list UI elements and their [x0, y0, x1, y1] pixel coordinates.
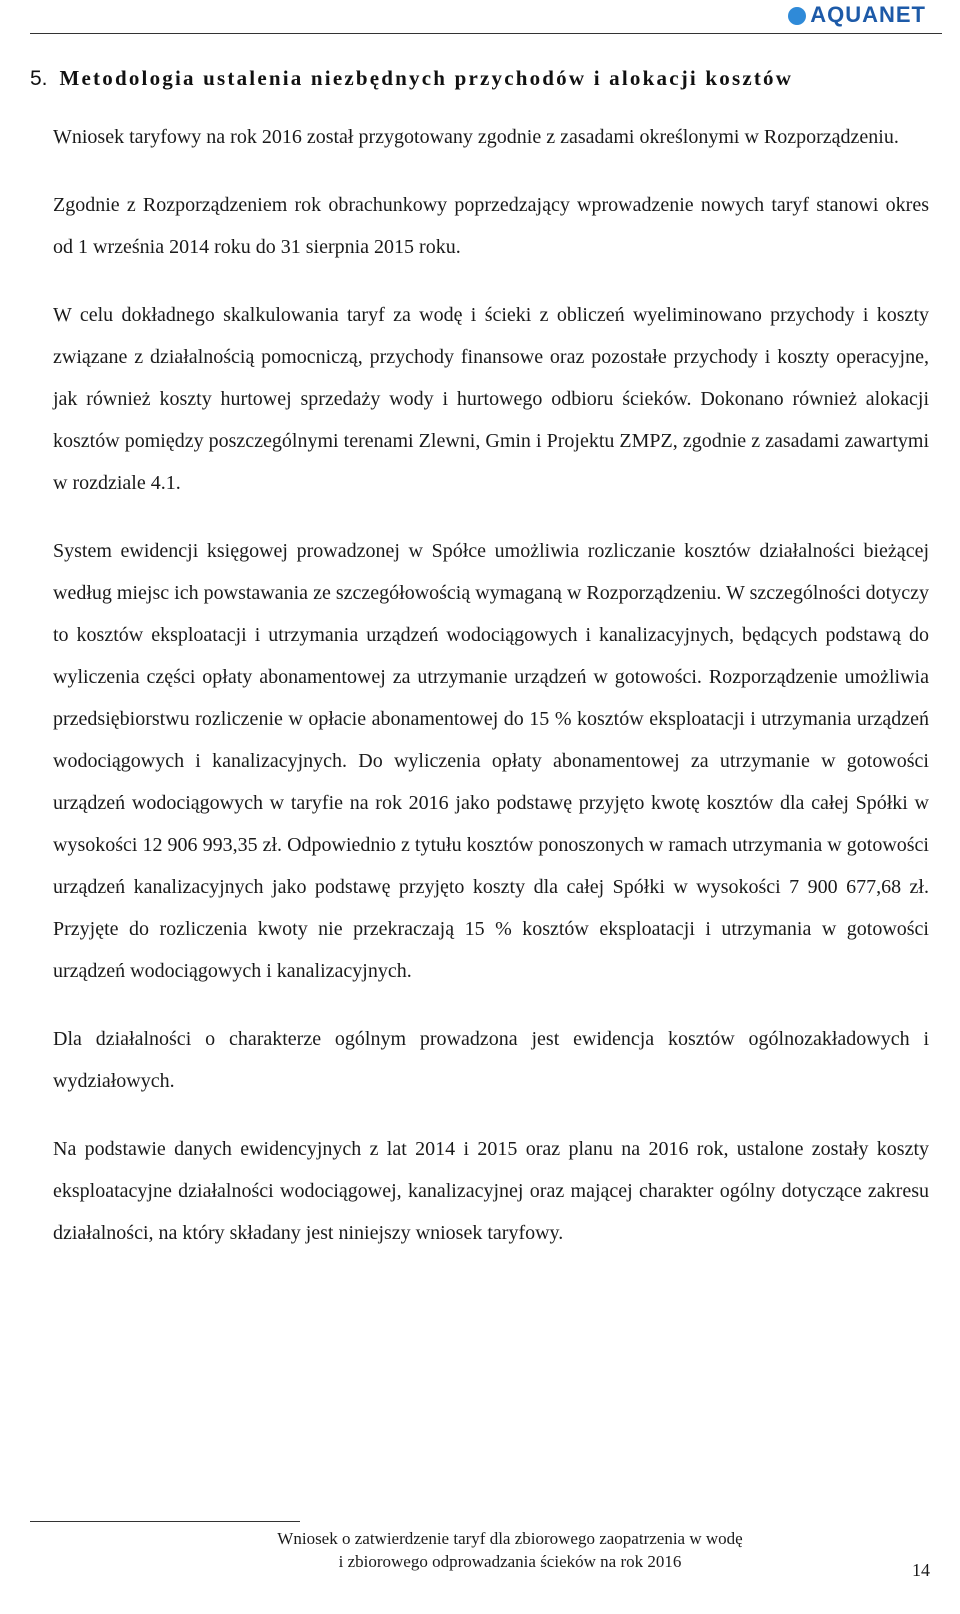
document-body [53, 116, 929, 1280]
section-heading [30, 66, 793, 91]
footer-divider [30, 1521, 300, 1522]
paragraph-general-costs: Dla działalności o charakterze ogólnym prowadzona jest ewidencja kosztów ogólnozakładowych i wydziałowych. [53, 1028, 929, 1092]
page-footer [200, 1527, 820, 1573]
header-divider [30, 33, 942, 34]
section-number: 5. [30, 67, 48, 90]
paragraph-cost-accounting: System ewidencji księgowej prowadzonej w Spółce umożliwia rozliczanie kosztów działalności bieżącej według miejsc ich powstawania ze szczegółowością wymaganą w Rozporządzeniu. W szczególności dotyczy to kosztów eksploatacji i utrzymania urządzeń wodociągowych i kanalizacyjnych, będących podstawą do wyliczenia części opłaty abonamentowej za utrzymanie urządzeń w gotowości. Rozporządzenie umożliwia przedsiębiorstwu rozliczenie w opłacie abonamentowej do 15 % kosztów eksploatacji i utrzymania urządzeń wodociągowych i kanalizacyjnych. Do wyliczenia opłaty abonamentowej za utrzymanie w gotowości urządzeń wodociągowych w taryfie na rok 2016 jako podstawę przyjęto kwotę kosztów dla całej Spółki w wysokości 12 906 993,35 zł. Odpowiednio z tytułu kosztów ponoszonych w ramach utrzymania w gotowości urządzeń kanalizacyjnych jako podstawę przyjęto koszty dla całej Spółki w wysokości 7 900 677,68 zł. Przyjęte do rozliczenia kwoty nie przekraczają 15 % kosztów eksploatacji i utrzymania w gotowości urządzeń wodociągowych i kanalizacyjnych. [53, 540, 929, 982]
aquanet-logo [788, 2, 926, 28]
paragraph-accounting-year: Zgodnie z Rozporządzeniem rok obrachunkowy poprzedzający wprowadzenie nowych taryf stanowi okres od 1 września 2014 roku do 31 sierpnia 2015 roku. [53, 194, 929, 258]
footer-line-2: i zbiorowego odprowadzania ścieków na rok 2016 [338, 1552, 682, 1571]
paragraph-data-basis: Na podstawie danych ewidencyjnych z lat 2014 i 2015 oraz planu na 2016 rok, ustalone zostały koszty eksploatacyjne działalności wodociągowej, kanalizacyjnej oraz mającej charakter ogólny dotyczące zakresu działalności, na który składany jest niniejszy wniosek taryfowy. [53, 1138, 929, 1244]
paragraph-calculation: W celu dokładnego skalkulowania taryf za wodę i ścieki z obliczeń wyeliminowano przychody i koszty związane z działalnością pomocniczą, przychody finansowe oraz pozostałe przychody i koszty operacyjne, jak również koszty hurtowej sprzedaży wody i hurtowego odbioru ścieków. Dokonano również alokacji kosztów pomiędzy poszczególnymi terenami Zlewni, Gmin i Projektu ZMPZ, zgodnie z zasadami zawartymi w rozdziale 4.1. [53, 304, 929, 494]
logo-text: AQUANET [810, 2, 926, 27]
drop-icon [788, 7, 806, 25]
page-number: 14 [912, 1560, 930, 1580]
paragraph-intro: Wniosek taryfowy na rok 2016 został przygotowany zgodnie z zasadami określonymi w Rozporządzeniu. [53, 126, 899, 148]
page-header [30, 0, 942, 36]
section-title: Metodologia ustalenia niezbędnych przychodów i alokacji kosztów [59, 66, 794, 90]
footer-line-1: Wniosek o zatwierdzenie taryf dla zbiorowego zaopatrzenia w wodę [277, 1529, 743, 1548]
